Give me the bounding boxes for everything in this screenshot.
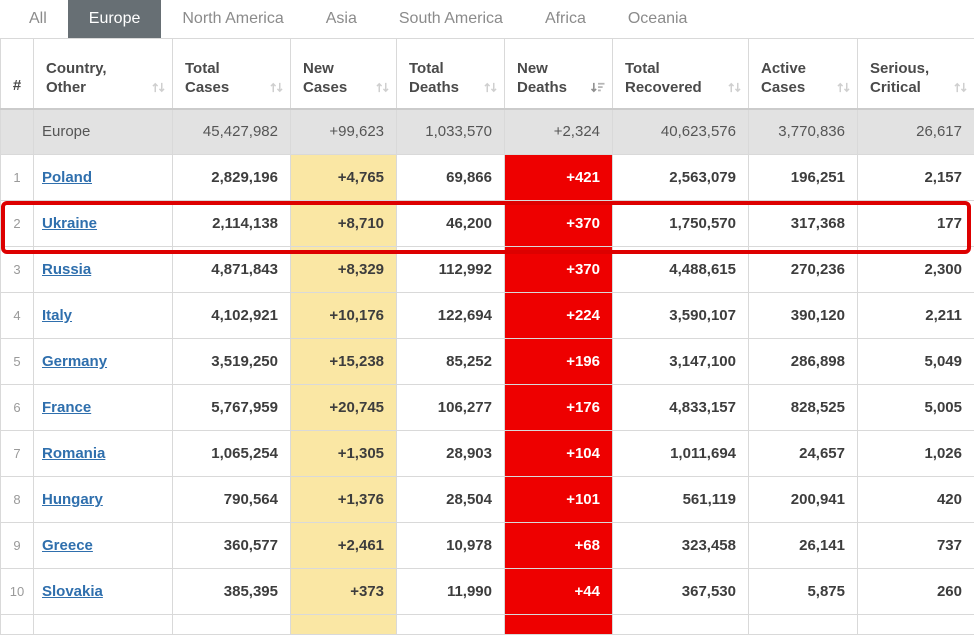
total-cases-cell: 360,577 <box>173 523 291 569</box>
next-row-partial <box>1 615 974 635</box>
new-deaths-cell: +370 <box>505 201 613 247</box>
header-serious-critical-line1: Serious, <box>870 59 930 77</box>
total-recovered-cell: 323,458 <box>613 523 749 569</box>
new-cases-cell: +8,710 <box>291 201 397 247</box>
serious-critical-cell: 2,300 <box>858 247 974 293</box>
header-active-cases[interactable] <box>749 39 858 109</box>
tab-all[interactable]: All <box>29 10 47 27</box>
total-recovered-cell: 1,011,694 <box>613 431 749 477</box>
total-recovered-cell: 1,750,570 <box>613 201 749 247</box>
total-recovered-cell: 367,530 <box>613 569 749 615</box>
country-link[interactable]: Slovakia <box>42 583 103 600</box>
new-deaths-cell: +176 <box>505 385 613 431</box>
new-cases-cell: +2,461 <box>291 523 397 569</box>
total-cases-cell: 5,767,959 <box>173 385 291 431</box>
sort-icon <box>375 81 390 94</box>
continent-totals-row <box>1 109 974 155</box>
new-cases-cell: +10,176 <box>291 293 397 339</box>
serious-critical-cell: 26,617 <box>858 109 974 155</box>
rank-cell: 7 <box>1 431 34 477</box>
new-cases-cell: +15,238 <box>291 339 397 385</box>
table-row <box>1 431 974 477</box>
total-deaths-cell: 1,033,570 <box>397 109 505 155</box>
table-row <box>1 293 974 339</box>
header-serious-critical-line2: Critical <box>870 78 921 96</box>
total-deaths-cell: 69,866 <box>397 155 505 201</box>
table-row <box>1 569 974 615</box>
sort-icon <box>151 81 166 94</box>
rank-cell: 1 <box>1 155 34 201</box>
country-link[interactable]: Romania <box>42 445 106 462</box>
total-recovered-cell: 2,563,079 <box>613 155 749 201</box>
header-new-deaths-line2: Deaths <box>517 78 568 96</box>
country-link[interactable]: Russia <box>42 261 92 278</box>
serious-critical-cell: 2,211 <box>858 293 974 339</box>
header-active-cases-line1: Active <box>761 59 807 77</box>
country-cell <box>34 385 173 431</box>
active-cases-cell: 196,251 <box>749 155 858 201</box>
total-deaths-cell: 106,277 <box>397 385 505 431</box>
table-row <box>1 523 974 569</box>
total-deaths-cell: 85,252 <box>397 339 505 385</box>
new-cases-cell: +1,376 <box>291 477 397 523</box>
region-cell: Europe <box>34 109 173 155</box>
new-cases-cell: +20,745 <box>291 385 397 431</box>
header-active-cases-line2: Cases <box>761 78 806 96</box>
serious-critical-cell: 1,026 <box>858 431 974 477</box>
country-link[interactable]: Poland <box>42 169 93 186</box>
country-cell <box>34 155 173 201</box>
country-link[interactable]: Ukraine <box>42 215 98 232</box>
active-cases-cell: 828,525 <box>749 385 858 431</box>
country-link[interactable]: France <box>42 399 92 416</box>
new-deaths-cell: +104 <box>505 431 613 477</box>
table-row <box>1 155 974 201</box>
country-cell <box>34 339 173 385</box>
sort-icon <box>727 81 742 94</box>
header-rank: # <box>1 39 34 109</box>
rank-cell: 3 <box>1 247 34 293</box>
rank-cell: 9 <box>1 523 34 569</box>
tab-africa[interactable]: Africa <box>544 10 586 27</box>
new-deaths-cell: +101 <box>505 477 613 523</box>
new-deaths-cell: +370 <box>505 247 613 293</box>
active-cases-cell: 286,898 <box>749 339 858 385</box>
country-cell <box>34 523 173 569</box>
header-country[interactable] <box>34 39 173 109</box>
serious-critical-cell: 2,157 <box>858 155 974 201</box>
table-row <box>1 339 974 385</box>
total-cases-cell: 790,564 <box>173 477 291 523</box>
total-recovered-cell: 4,833,157 <box>613 385 749 431</box>
rank-cell: 2 <box>1 201 34 247</box>
rank-cell <box>1 109 34 155</box>
total-cases-cell: 2,114,138 <box>173 201 291 247</box>
country-link[interactable]: Hungary <box>42 491 103 508</box>
new-cases-cell: +4,765 <box>291 155 397 201</box>
rank-cell: 6 <box>1 385 34 431</box>
total-deaths-cell: 122,694 <box>397 293 505 339</box>
total-cases-cell: 385,395 <box>173 569 291 615</box>
rank-cell: 10 <box>1 569 34 615</box>
table-row <box>1 477 974 523</box>
tab-europe[interactable]: Europe <box>68 0 162 38</box>
active-cases-cell: 390,120 <box>749 293 858 339</box>
total-cases-cell: 45,427,982 <box>173 109 291 155</box>
total-cases-cell: 4,102,921 <box>173 293 291 339</box>
header-new-cases[interactable] <box>291 39 397 109</box>
sort-icon <box>836 81 851 94</box>
country-link[interactable]: Italy <box>42 307 73 324</box>
new-cases-cell: +1,305 <box>291 431 397 477</box>
total-recovered-cell: 4,488,615 <box>613 247 749 293</box>
table-row <box>1 201 974 247</box>
country-link[interactable]: Greece <box>42 537 93 554</box>
table-body <box>1 109 974 635</box>
active-cases-cell: 24,657 <box>749 431 858 477</box>
header-total-cases[interactable] <box>173 39 291 109</box>
header-total-recovered-line1: Total <box>625 59 660 77</box>
table-row <box>1 385 974 431</box>
total-deaths-cell: 11,990 <box>397 569 505 615</box>
header-new-cases-line1: New <box>303 59 334 77</box>
country-cell <box>34 477 173 523</box>
total-cases-cell: 1,065,254 <box>173 431 291 477</box>
country-cell <box>34 569 173 615</box>
active-cases-cell: 5,875 <box>749 569 858 615</box>
header-total-deaths-line2: Deaths <box>409 78 460 96</box>
country-link[interactable]: Germany <box>42 353 108 370</box>
continent-tabs <box>0 0 974 38</box>
header-country-line2: Other <box>46 78 87 96</box>
covid-table <box>0 38 974 635</box>
sort-icon <box>483 81 498 94</box>
new-cases-cell: +373 <box>291 569 397 615</box>
new-cases-cell: +99,623 <box>291 109 397 155</box>
total-deaths-cell: 10,978 <box>397 523 505 569</box>
country-cell <box>34 431 173 477</box>
table-header <box>1 39 974 109</box>
new-deaths-cell: +44 <box>505 569 613 615</box>
rank-cell: 8 <box>1 477 34 523</box>
header-total-deaths[interactable] <box>397 39 505 109</box>
new-deaths-cell: +421 <box>505 155 613 201</box>
header-country-line1: Country, <box>46 59 107 77</box>
header-total-recovered[interactable] <box>613 39 749 109</box>
active-cases-cell: 26,141 <box>749 523 858 569</box>
total-recovered-cell: 3,590,107 <box>613 293 749 339</box>
rank-cell: 5 <box>1 339 34 385</box>
serious-critical-cell: 737 <box>858 523 974 569</box>
serious-critical-cell: 420 <box>858 477 974 523</box>
total-recovered-cell: 561,119 <box>613 477 749 523</box>
total-cases-cell: 4,871,843 <box>173 247 291 293</box>
new-deaths-cell: +196 <box>505 339 613 385</box>
header-total-recovered-line2: Recovered <box>625 78 702 96</box>
total-deaths-cell: 46,200 <box>397 201 505 247</box>
serious-critical-cell: 5,005 <box>858 385 974 431</box>
active-cases-cell: 270,236 <box>749 247 858 293</box>
total-deaths-cell: 28,504 <box>397 477 505 523</box>
header-serious-critical[interactable] <box>858 39 974 109</box>
total-recovered-cell: 3,147,100 <box>613 339 749 385</box>
active-cases-cell: 200,941 <box>749 477 858 523</box>
sort-desc-icon <box>590 81 606 94</box>
header-new-deaths[interactable] <box>505 39 613 109</box>
new-deaths-cell: +224 <box>505 293 613 339</box>
rank-cell: 4 <box>1 293 34 339</box>
header-total-cases-line1: Total <box>185 59 220 77</box>
table-row <box>1 247 974 293</box>
serious-critical-cell: 177 <box>858 201 974 247</box>
serious-critical-cell: 260 <box>858 569 974 615</box>
new-deaths-cell: +2,324 <box>505 109 613 155</box>
country-cell <box>34 247 173 293</box>
country-cell <box>34 293 173 339</box>
new-cases-cell: +8,329 <box>291 247 397 293</box>
active-cases-cell: 3,770,836 <box>749 109 858 155</box>
country-cell <box>34 201 173 247</box>
serious-critical-cell: 5,049 <box>858 339 974 385</box>
sort-icon <box>269 81 284 94</box>
tab-oceania[interactable]: Oceania <box>627 10 688 27</box>
header-total-cases-line2: Cases <box>185 78 230 96</box>
active-cases-cell: 317,368 <box>749 201 858 247</box>
total-deaths-cell: 112,992 <box>397 247 505 293</box>
total-deaths-cell: 28,903 <box>397 431 505 477</box>
header-total-deaths-line1: Total <box>409 59 444 77</box>
tab-north-america[interactable]: North America <box>182 10 284 27</box>
tab-south-america[interactable]: South America <box>398 10 503 27</box>
sort-icon <box>953 81 968 94</box>
total-cases-cell: 2,829,196 <box>173 155 291 201</box>
header-new-cases-line2: Cases <box>303 78 348 96</box>
new-deaths-cell: +68 <box>505 523 613 569</box>
header-new-deaths-line1: New <box>517 59 548 77</box>
total-cases-cell: 3,519,250 <box>173 339 291 385</box>
total-recovered-cell: 40,623,576 <box>613 109 749 155</box>
tab-asia[interactable]: Asia <box>325 10 357 27</box>
